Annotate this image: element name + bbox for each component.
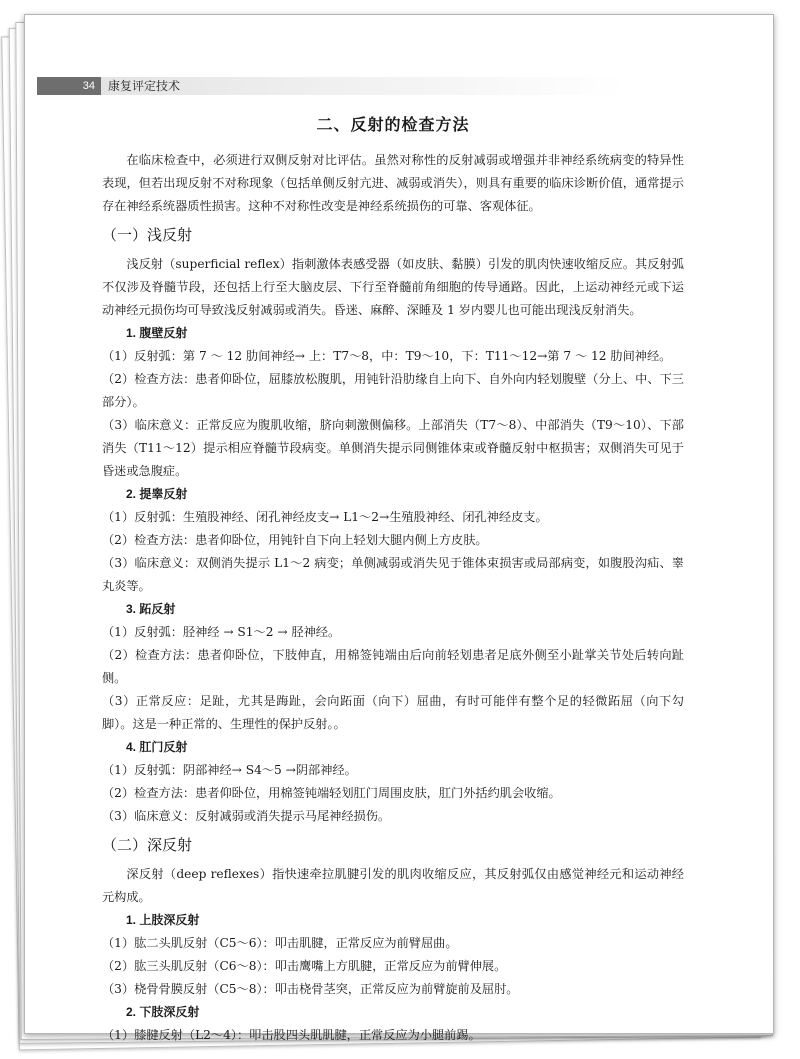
abdominal-method: （2）检查方法：患者仰卧位，屈膝放松腹肌，用钝针沿肋缘自上向下、自外向内轻划腹壁（分上、中、下三部分）。 — [102, 372, 684, 409]
abdominal-title: 1. 腹壁反射 — [126, 326, 188, 340]
abdominal-meaning: （3）临床意义：正常反应为腹肌收缩，脐向刺激侧偏移。上部消失（T7～8）、中部消失（T9～10）、下部消失（T11～12）提示相应脊髓节段病变。单侧消失提示同侧锥体束或脊髓反射中枢损害；双侧消失可见于昏迷或急腹症。 — [102, 418, 684, 478]
plantar-arc: （1）反射弧：胫神经 → S1～2 → 胫神经。 — [102, 625, 341, 639]
cremasteric-title: 2. 提睾反射 — [126, 487, 188, 501]
abdominal-arc: （1）反射弧：第 7 ～ 12 肋间神经→ 上：T7～8，中：T9～10，下：T11～12→第 7 ～ 12 肋间神经。 — [102, 349, 672, 363]
section-intro: 在临床检查中，必须进行双侧反射对比评估。虽然对称性的反射减弱或增强并非神经系统病变的特异性表现，但若出现反射不对称现象（包括单侧反射亢进、减弱或消失），则具有重要的临床诊断价值，通常提示存在神经系统器质性损害。这种不对称性改变是神经系统损伤的可靠、客观体征。 — [102, 153, 684, 213]
lower-limb-title: 2. 下肢深反射 — [126, 1005, 200, 1019]
cremasteric-meaning: （3）临床意义：双侧消失提示 L1～2 病变；单侧减弱或消失见于锥体束损害或局部病变，如腹股沟疝、睾丸炎等。 — [102, 556, 684, 593]
deep-intro: 深反射（deep reflexes）指快速牵拉肌腱引发的肌肉收缩反应，其反射弧仅由感觉神经元和运动神经元构成。 — [102, 867, 684, 904]
section-title: 二、反射的检查方法 — [316, 117, 470, 134]
upper-limb-title: 1. 上肢深反射 — [126, 913, 200, 927]
anal-method: （2）检查方法：患者仰卧位，用棉签钝端轻划肛门周围皮肤，肛门外括约肌会收缩。 — [102, 786, 561, 800]
anal-arc: （1）反射弧：阴部神经→ S4～5 →阴部神经。 — [102, 763, 357, 777]
running-header — [37, 77, 627, 95]
anal-title: 4. 肛门反射 — [126, 740, 188, 754]
plantar-method: （2）检查方法：患者仰卧位，下肢伸直，用棉签钝端由后向前轻划患者足底外侧至小趾掌关节处后转向趾侧。 — [102, 648, 684, 685]
page-content — [102, 114, 684, 1047]
plantar-normal: （3）正常反应：足趾，尤其是踇趾，会向跖面（向下）屈曲，有时可能伴有整个足的轻微跖屈（向下勾脚）。这是一种正常的、生理性的保护反射。。 — [102, 694, 684, 731]
subsection-title-shallow: （一）浅反射 — [102, 227, 193, 244]
shallow-intro: 浅反射（superficial reflex）指刺激体表感受器（如皮肤、黏膜）引发的肌肉快速收缩反应。其反射弧不仅涉及脊髓节段，还包括上行至大脑皮层、下行至脊髓前角细胞的传导通路。因此，上运动神经元或下运动神经元损伤均可导致浅反射减弱或消失。昏迷、麻醉、深睡及 1 岁内婴儿也可能出现浅反射消失。 — [102, 257, 684, 317]
cremasteric-method: （2）检查方法：患者仰卧位，用钝针自下向上轻划大腿内侧上方皮肤。 — [102, 533, 488, 547]
upper-limb-item: （1）肱二头肌反射（C5～6）：叩击肌腱，正常反应为前臂屈曲。 — [102, 936, 458, 950]
cremasteric-arc: （1）反射弧：生殖股神经、闭孔神经皮支→ L1～2→生殖股神经、闭孔神经皮支。 — [102, 510, 548, 524]
upper-limb-item: （2）肱三头肌反射（C6～8）：叩击鹰嘴上方肌腱，正常反应为前臂伸展。 — [102, 959, 507, 973]
lower-limb-item: （1）膝腱反射（L2～4）：叩击股四头肌肌腱，正常反应为小腿前踢。 — [102, 1028, 481, 1042]
book-title: 康复评定技术 — [101, 77, 627, 95]
plantar-title: 3. 跖反射 — [126, 602, 176, 616]
upper-limb-item: （3）桡骨骨膜反射（C5～8）：叩击桡骨茎突，正常反应为前臂旋前及屈肘。 — [102, 982, 519, 996]
anal-meaning: （3）临床意义：反射减弱或消失提示马尾神经损伤。 — [102, 809, 391, 823]
page-number: 34 — [37, 77, 101, 95]
subsection-title-deep: （二）深反射 — [102, 837, 193, 854]
